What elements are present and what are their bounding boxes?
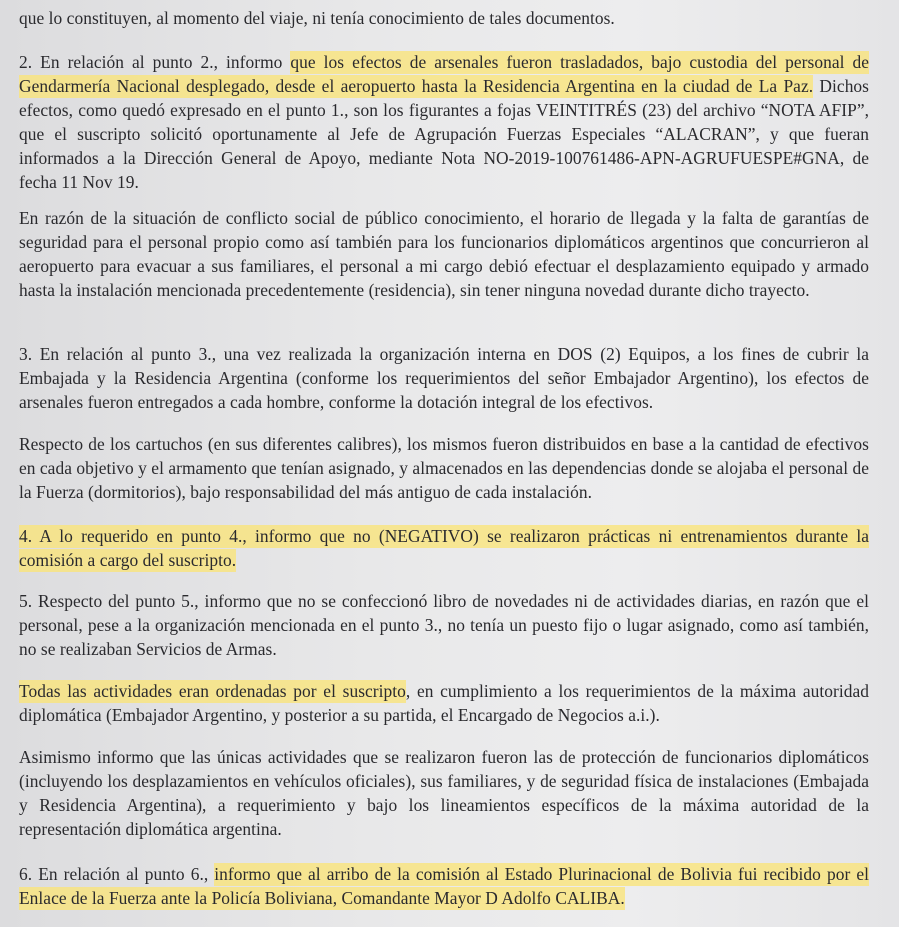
text-segment: que lo constituyen, al momento del viaje, ni tenía conocimiento de tales documentos. [19, 8, 615, 28]
text-segment: Dichos efectos, como quedó expresado en el punto 1., son los figurantes a fojas VEINTITRÉS (23) del archivo “NOTA AFIP”, que el suscripto solicitó oportunamente al Jefe de Agrupación Fuerzas Especiales “ALACRAN”, y que fueran informados a la Dirección General de Apoyo, mediante Nota NO-2019-100761486-APN-AGRUFUESPE#GNA, de fecha 11 Nov 19. [19, 76, 869, 192]
paragraph-point-4 [19, 524, 869, 572]
text-segment: 2. En relación al punto 2., informo [19, 52, 291, 72]
paragraph-point-5 [19, 589, 869, 661]
paragraph-actividades [19, 679, 869, 727]
paragraph-cartuchos [19, 432, 869, 504]
paragraph-asimismo [19, 745, 869, 841]
text-segment: 5. Respecto del punto 5., informo que no se confeccionó libro de novedades ni de actividades diarias, en razón que el personal, pese a la organización mencionada en el punto 3., no tenía un puesto fijo o lugar asignado, como así también, no se realizaban Servicios de Armas. [19, 591, 869, 659]
text-segment: 6. En relación al punto 6., [19, 864, 215, 884]
highlighted-text: 4. A lo requerido en punto 4., informo que no (NEGATIVO) se realizaron prácticas ni entrenamientos durante la comisión a cargo del suscripto. [19, 526, 869, 570]
text-segment: Respecto de los cartuchos (en sus diferentes calibres), los mismos fueron distribuidos en base a la cantidad de efectivos en cada objetivo y el armamento que tenían asignado, y almacenados en las dependencias donde se alojaba el personal de la Fuerza (dormitorios), bajo responsabilidad del más antiguo de cada instalación. [19, 434, 869, 502]
paragraph-point-2 [19, 50, 869, 194]
highlighted-text: Todas las actividades eran ordenadas por el suscripto [19, 681, 406, 701]
text-segment: 3. En relación al punto 3., una vez realizada la organización interna en DOS (2) Equipos, a los fines de cubrir la Embajada y la Residencia Argentina (conforme los requerimientos del señor Embajador Argentino), los efectos de arsenales fueron entregados a cada hombre, conforme la dotación integral de los efectivos. [19, 344, 869, 412]
text-segment: , en cumplimiento a los requerimientos de la máxima autoridad diplomática (Embajador Argentino, y posterior a su partida, el Encargado de Negocios a.i.). [19, 681, 869, 725]
paragraph-conflicto-social [19, 206, 869, 302]
text-segment: Asimismo informo que las únicas actividades que se realizaron fueron las de protección de funcionarios diplomáticos (incluyendo los desplazamientos en vehículos oficiales), sus familiares, y de seguridad física de instalaciones (Embajada y Residencia Argentina), a requerimiento y bajo los lineamientos específicos de la máxima autoridad de la representación diplomática argentina. [19, 747, 869, 839]
paragraph-continuation [19, 6, 869, 30]
paragraph-point-6 [19, 862, 869, 910]
text-segment: En razón de la situación de conflicto social de público conocimiento, el horario de llegada y la falta de garantías de seguridad para el personal propio como así también para los funcionarios diplomáticos argentinos que concurrieron al aeropuerto para evacuar a sus familiares, el personal a mi cargo debió efectuar el desplazamiento equipado y armado hasta la instalación mencionada precedentemente (residencia), sin tener ninguna novedad durante dicho trayecto. [19, 208, 869, 300]
highlighted-text: informo que al arribo de la comisión al Estado Plurinacional de Bolivia fui recibido por el Enlace de la Fuerza ante la Policía Boliviana, Comandante Mayor D Adolfo CALIBA. [19, 864, 869, 908]
paragraph-point-3 [19, 342, 869, 414]
highlighted-text: que los efectos de arsenales fueron trasladados, bajo custodia del personal de Gendarmería Nacional desplegado, desde el aeropuerto hasta la Residencia Argentina en la ciudad de La Paz. [19, 52, 869, 96]
